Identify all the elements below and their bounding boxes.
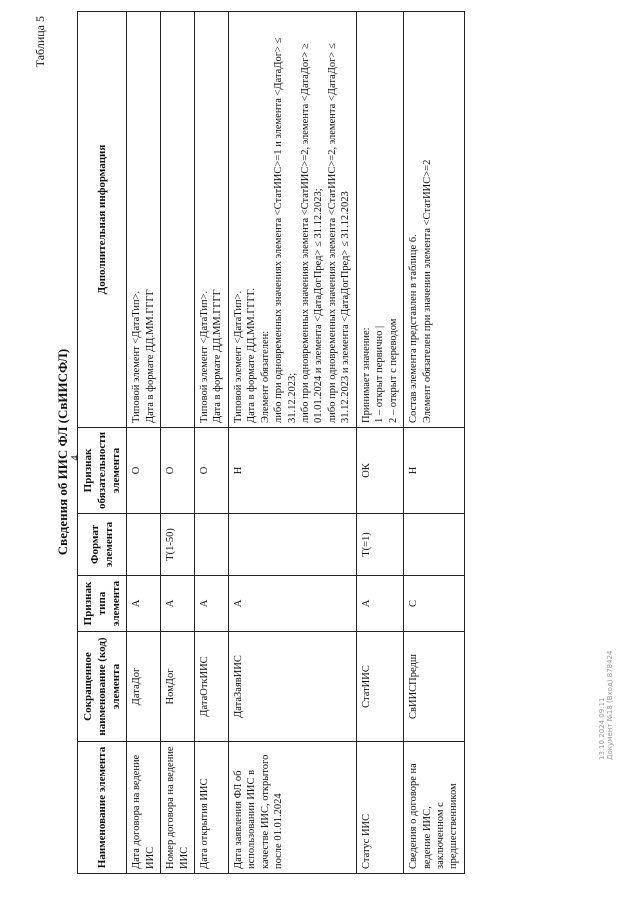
info-line: Состав элемента представлен в таблице 6. — [408, 234, 420, 423]
info-line: Типовой элемент <ДатаТип>. — [198, 290, 210, 423]
cell-format — [404, 514, 465, 576]
cell-name: Статус ИИС — [356, 742, 403, 874]
cell-info — [127, 12, 161, 428]
cell-info — [194, 12, 228, 428]
rotated-page-content — [25, 12, 615, 892]
cell-info — [228, 12, 356, 428]
info-line: либо при одновременных значениях элемента <СтатИИС>=2, элемента <ДатаДог> ≥ 01.01.2024 и элемента <ДатаДогПред> ≤ 31.12.2023; — [300, 43, 325, 423]
cell-required: Н — [228, 428, 356, 514]
header-type: Признак типа элемента — [78, 576, 127, 632]
cell-info — [404, 12, 465, 428]
info-line: Элемент обязателен: — [259, 330, 271, 423]
cell-info — [356, 12, 403, 428]
info-line: 1 – открыт первично | — [374, 325, 386, 423]
table-row — [161, 12, 195, 874]
page-number: 4 — [68, 455, 81, 461]
cell-code: ДатаДог — [127, 632, 161, 742]
cell-type: С — [404, 576, 465, 632]
info-line: либо при одновременных значениях элемента <СтатИИС>=1 и элемента <ДатаДог> ≤ 31.12.2023; — [273, 37, 298, 423]
table-row — [228, 12, 356, 874]
header-info: Дополнительная информация — [78, 12, 127, 428]
info-line: Дата в формате ДД.ММ.ГГГГ. — [246, 287, 258, 423]
cell-required: Н — [404, 428, 465, 514]
cell-required: О — [194, 428, 228, 514]
cell-type: А — [194, 576, 228, 632]
table-header-row — [78, 12, 127, 874]
info-line: либо при одновременных значениях элемента <СтатИИС>=2, элемента <ДатаДог> ≤ 31.12.2023 и элемента <ДатаДогПред> ≤ 31.12.2023 — [326, 43, 352, 423]
cell-name: Дата открытия ИИС — [194, 742, 228, 874]
info-line: Типовой элемент <ДатаТип>. — [131, 290, 143, 423]
heading-row — [25, 12, 77, 892]
cell-code: ДатаОткИИС — [194, 632, 228, 742]
cell-type: А — [228, 576, 356, 632]
cell-code: СвИИСПредш — [404, 632, 465, 742]
cell-format — [127, 514, 161, 576]
cell-name: Дата заявления ФЛ об использовании ИИС в качестве ИИС, открытого после 01.01.2024 — [228, 742, 356, 874]
scan-note-line: Документ №18 (Вход) 878424 — [606, 650, 614, 760]
scan-stamp-note — [598, 651, 614, 760]
header-required: Признак обязательности элемента — [78, 428, 127, 514]
cell-code: СтатИИС — [356, 632, 403, 742]
elements-table — [77, 11, 465, 874]
header-format: Формат элемента — [78, 514, 127, 576]
info-line: Типовой элемент <ДатаТип>. — [232, 290, 244, 423]
info-line: Элемент обязателен при значении элемента <СтатИИС>=2 — [421, 159, 433, 423]
cell-format: T(=1) — [356, 514, 403, 576]
cell-required: О — [161, 428, 195, 514]
scan-note-line: 13.10.2024 09:11 — [598, 697, 606, 760]
table-row — [356, 12, 403, 874]
cell-required: О — [127, 428, 161, 514]
info-line: Дата в формате ДД.ММ.ГГГГ — [144, 289, 156, 423]
cell-type: А — [356, 576, 403, 632]
cell-code: НомДог — [161, 632, 195, 742]
cell-format — [194, 514, 228, 576]
info-line: Дата в формате ДД.ММ.ГГГГ — [212, 289, 224, 423]
cell-name: Дата договора на ведение ИИС — [127, 742, 161, 874]
cell-required: ОК — [356, 428, 403, 514]
table-row — [404, 12, 465, 874]
cell-name: Сведения о договоре на ведение ИИС, заключенном с предшественником — [404, 742, 465, 874]
info-line: 2 – открыт с переводом — [387, 318, 399, 423]
cell-name: Номер договора на ведение ИИС — [161, 742, 195, 874]
document-title: Сведения об ИИС ФЛ (СвИИСФЛ) — [55, 348, 70, 556]
cell-code: ДатаЗаявИИС — [228, 632, 356, 742]
cell-format: T(1-50) — [161, 514, 195, 576]
cell-type: А — [161, 576, 195, 632]
header-name: Наименование элемента — [78, 742, 127, 874]
table-row — [194, 12, 228, 874]
cell-info — [161, 12, 195, 428]
info-line: Принимает значение: — [360, 327, 372, 423]
table-row — [127, 12, 161, 874]
header-code: Сокращенное наименование (код) элемента — [78, 632, 127, 742]
table-label: Таблица 5 — [33, 16, 47, 68]
cell-format — [228, 514, 356, 576]
cell-type: А — [127, 576, 161, 632]
